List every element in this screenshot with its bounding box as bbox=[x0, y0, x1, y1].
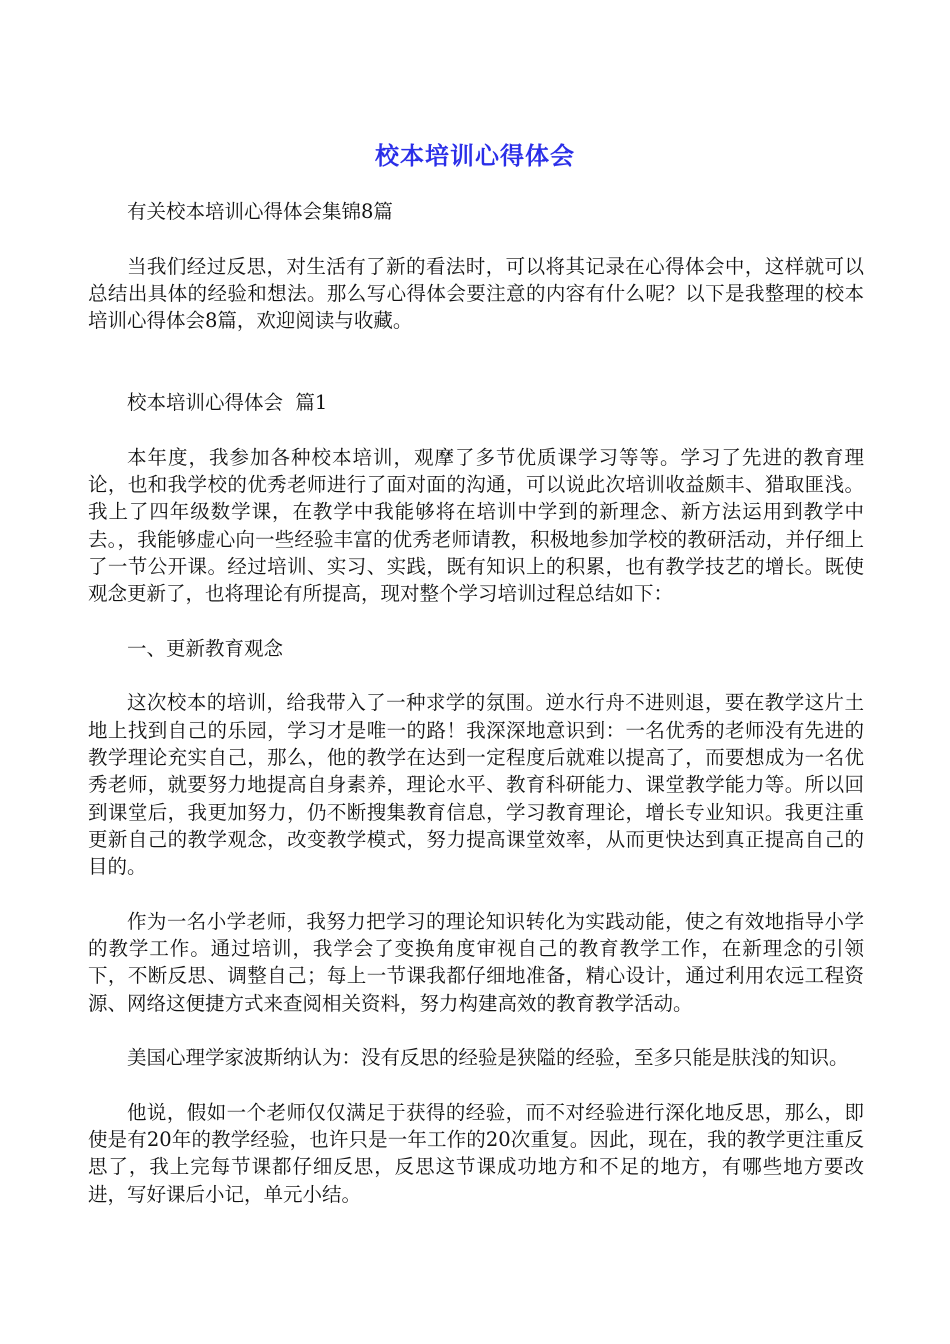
document-body bbox=[88, 198, 864, 1235]
body-paragraph: 美国心理学家波斯纳认为：没有反思的经验是狭隘的经验，至多只能是肤浅的知识。 bbox=[127, 1046, 849, 1070]
document-title: 校本培训心得体会 bbox=[375, 142, 575, 170]
body-paragraph: 作为一名小学老师，我努力把学习的理论知识转化为实践动能，使之有效地指导小学的教学工作。通过培训，我学会了变换角度审视自己的教育教学工作，在新理念的引领下，不断反思、调整自己；每上一节课我都仔细地准备，精心设计，通过利用农远工程资源、网络这便捷方式来查阅相关资料，努力构建高效的教育教学活动。 bbox=[88, 909, 864, 1015]
document-subtitle: 有关校本培训心得体会集锦8篇 bbox=[127, 200, 393, 223]
subsection-heading: 一、更新教育观念 bbox=[127, 636, 284, 660]
body-paragraph: 他说，假如一个老师仅仅满足于获得的经验，而不对经验进行深化地反思，那么，即使是有20年的教学经验，也许只是一年工作的20次重复。因此，现在，我的教学更注重反思了，我上完每节课都仔细反思，反思这节课成功地方和不足的地方，有哪些地方要改进，写好课后小记，单元小结。 bbox=[88, 1100, 864, 1206]
body-paragraph: 这次校本的培训，给我带入了一种求学的氛围。逆水行舟不进则退，要在教学这片土地上找到自己的乐园，学习才是唯一的路！我深深地意识到：一名优秀的老师没有先进的教学理论充实自己，那么，他的教学在达到一定程度后就难以提高了，而要想成为一名优秀老师，就要努力地提高自身素养，理论水平、教育科研能力、课堂教学能力等。所以回到课堂后，我更加努力，仍不断搜集教育信息，学习教育理论，增长专业知识。我更注重更新自己的教学观念，改变教学模式，努力提高课堂效率，从而更快达到真正提高自己的目的。 bbox=[88, 691, 864, 879]
body-paragraph: 本年度，我参加各种校本培训，观摩了多节优质课学习等等。学习了先进的教育理论，也和我学校的优秀老师进行了面对面的沟通，可以说此次培训收益颇丰、猎取匪浅。我上了四年级数学课，在教学中我能够将在培训中学到的新理念、新方法运用到教学中去。，我能够虚心向一些经验丰富的优秀老师请教，积极地参加学校的教研活动，并仔细上了一节公开课。经过培训、实习、实践，既有知识上的积累，也有教学技艺的增长。既使观念更新了，也将理论有所提高，现对整个学习培训过程总结如下： bbox=[88, 445, 864, 606]
section-heading: 校本培训心得体会 篇1 bbox=[127, 391, 328, 415]
intro-paragraph: 当我们经过反思，对生活有了新的看法时，可以将其记录在心得体会中，这样就可以总结出具体的经验和想法。那么写心得体会要注意的内容有什么呢？以下是我整理的校本培训心得体会8篇，欢迎阅读与收藏。 bbox=[88, 254, 864, 333]
